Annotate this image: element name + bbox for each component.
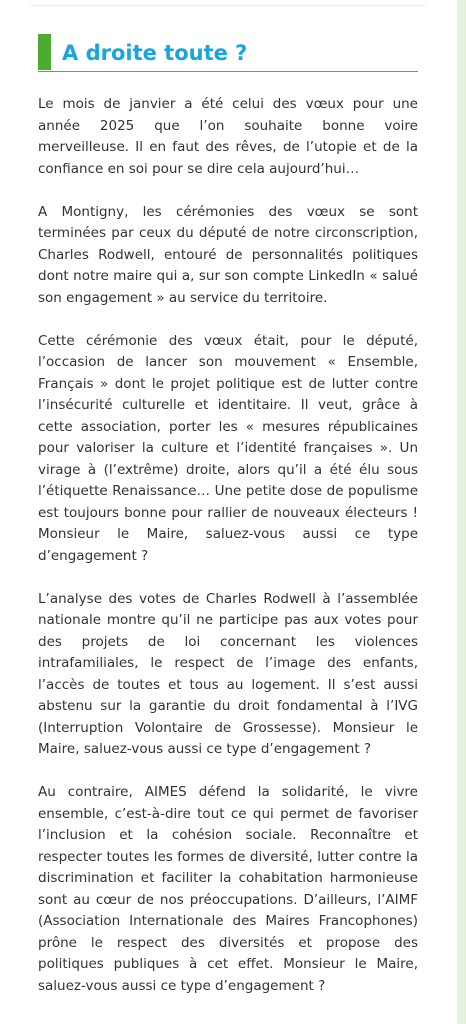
paragraph-1: Le mois de janvier a été celui des vœux pour une année 2025 que l’on souhaite bonne voire merveilleuse. Il en faut des rêves, de l’utopie et de la confiance en soi pour se dire cela aujourd’hui… — [38, 96, 418, 177]
paragraph-4: L’analyse des votes de Charles Rodwell à l’assemblée nationale montre qu’il ne participe pas aux votes pour des projets de loi concernant les violences intrafamiliales, le respect de l’image des enfants, l’accès de toutes et tous au logement. Il s’est aussi abstenu sur la garantie du droit fondamental à l’IVG (Interruption Volontaire de Grossesse). Monsieur le Maire, saluez-vous aussi ce type d’engagement ? — [38, 590, 418, 757]
paragraph-3: Cette cérémonie des vœux était, pour le député, l’occasion de lancer son mouvement « Ensemble, Français » dont le projet politique est de lutter contre l’insécurité culturelle et identitaire. Il veut, grâce à cette association, porter les « mesures républicaines pour valoriser la culture et l’identité françaises ». Un virage à (l’extrême) droite, alors qu’il a été élu sous l’étiquette Renaissance… Une petite dose de populisme est toujours bonne pour rallier de nouveaux électeurs ! Monsieur le Maire, saluez-vous aussi ce type d’engagement ? — [38, 332, 418, 564]
article — [38, 34, 418, 1019]
title-accent-bar — [38, 34, 51, 70]
paragraph-5: Au contraire, AIMES défend la solidarité, le vivre ensemble, c’est-à-dire tout ce qui permet de favoriser l’inclusion et la cohésion sociale. Reconnaître et respecter toutes les formes de diversité, lutter contre la discrimination et faciliter la cohabitation harmonieuse sont au cœur de nos préoccupations. D’ailleurs, l’AIMF (Association Internationale des Maires Francophones) prône le respect des diversités et propose des politiques publiques à cet effet. Monsieur le Maire, saluez-vous aussi ce type d’engagement ? — [38, 784, 418, 994]
article-header — [38, 34, 418, 72]
top-divider — [30, 5, 426, 6]
paragraph-2: A Montigny, les cérémonies des vœux se sont terminées par ceux du député de notre circonscription, Charles Rodwell, entouré de personnalités politiques dont notre maire qui a, sur son compte LinkedIn « salué son engagement » au service du territoire. — [38, 203, 418, 306]
article-title: A droite toute ? — [62, 41, 248, 65]
page-side-strip — [457, 0, 466, 1024]
